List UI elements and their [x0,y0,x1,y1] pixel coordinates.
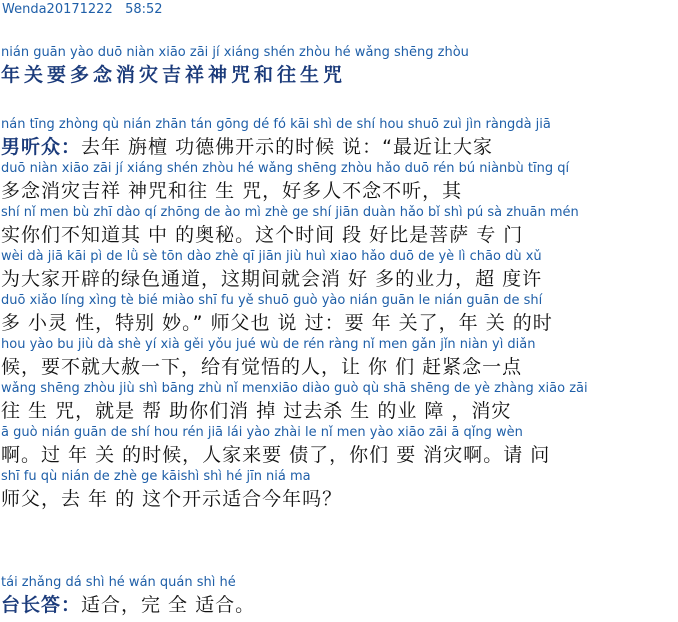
line-hanzi: 为大家开辟的绿色通道，这期间就会消 好 多的业力，超 度许 [1,268,543,290]
text-line [1,116,677,160]
line-hanzi: 实你们不知道其 中 的奥秘。这个时间 段 好比是菩萨 专 门 [1,224,524,246]
line-pinyin: shī fu qù nián de zhè ge kāishì shì hé jīn niá ma [1,469,311,484]
text-line [1,160,677,204]
line-pinyin: nán tīng zhòng qù nián zhān tán gōng dé fó kāi shì de shí hou shuō zuì jìn ràngdà jiā [1,117,551,132]
title-hanzi: 年关要多念消灾吉祥神咒和往生咒 [1,64,347,86]
line-pinyin: duō niàn xiāo zāi jí xiáng shén zhòu hé wǎng shēng zhòu hǎo duō rén bú niànbù tīng qí [1,161,570,176]
text-line [1,468,677,512]
line-pinyin: wèi dà jiā kāi pì de lǜ sè tōn dào zhè qī jiān jiù huì xiao hǎo duō de yè lì chāo dù xǔ [1,249,542,264]
line-hanzi [1,134,677,160]
line-pinyin: wǎng shēng zhòu jiù shì bāng zhù nǐ menxiāo diào guò qù shā shēng de yè zhàng xiāo zāi [1,381,588,396]
text-line [1,248,677,292]
title-pinyin: nián guān yào duō niàn xiāo zāi jí xiáng shén zhòu hé wǎng shēng zhòu [1,45,469,60]
line-pinyin: duō xiǎo líng xìng tè bié miào shī fu yě shuō guò yào nián guān le nián guān de shí [1,293,543,308]
text-line [1,336,677,380]
line-pinyin: shí nǐ men bù zhī dào qí zhōng de ào mì zhè ge shí jiān duàn hǎo bǐ shì pú sà zhuān mén [1,205,579,220]
line-pinyin: ā guò nián guān de shí hou rén jiā lái yào zhài le nǐ men yào xiāo zāi ā qǐng wèn [1,425,523,440]
speaker-label: 台长答： [1,594,82,616]
answer-hanzi [1,592,677,618]
line-pinyin: hou yào bu jiù dà shè yí xià gěi yǒu jué wù de rén ràng nǐ men gǎn jǐn niàn yì diǎn [1,337,536,352]
line-hanzi: 多念消灾吉祥 神咒和往 生 咒，好多人不念不听，其 [1,180,463,202]
line-hanzi: 多 小灵 性，特别 妙。” 师父也 说 过：要 年 关了，年 关 的时 [1,312,553,334]
answer-block [1,574,677,618]
line-hanzi-text: 去年 旃檀 功德佛开示的时候 说：“最近让大家 [81,136,493,158]
answer-hanzi-text: 适合，完 全 适合。 [81,594,256,616]
speaker-label: 男听众： [1,136,82,158]
video-timestamp-header: Wenda20171222 58:52 [2,2,163,17]
line-hanzi: 候，要不就大赦一下，给有觉悟的人，让 你 们 赶紧念一点 [1,356,523,378]
text-line [1,424,677,468]
question-block [1,116,677,512]
line-hanzi: 啊。过 年 关 的时候，人家来要 债了，你们 要 消灾啊。请 问 [1,444,551,466]
line-hanzi: 师父，去 年 的 这个开示适合今年吗？ [1,488,343,510]
line-hanzi: 往 生 咒，就是 帮 助你们消 掉 过去杀 生 的业 障 ，消灾 [1,400,512,422]
text-line [1,292,677,336]
text-line [1,204,677,248]
title-block [1,44,677,88]
answer-pinyin: tái zhǎng dá shì hé wán quán shì hé [1,575,236,590]
text-line [1,380,677,424]
